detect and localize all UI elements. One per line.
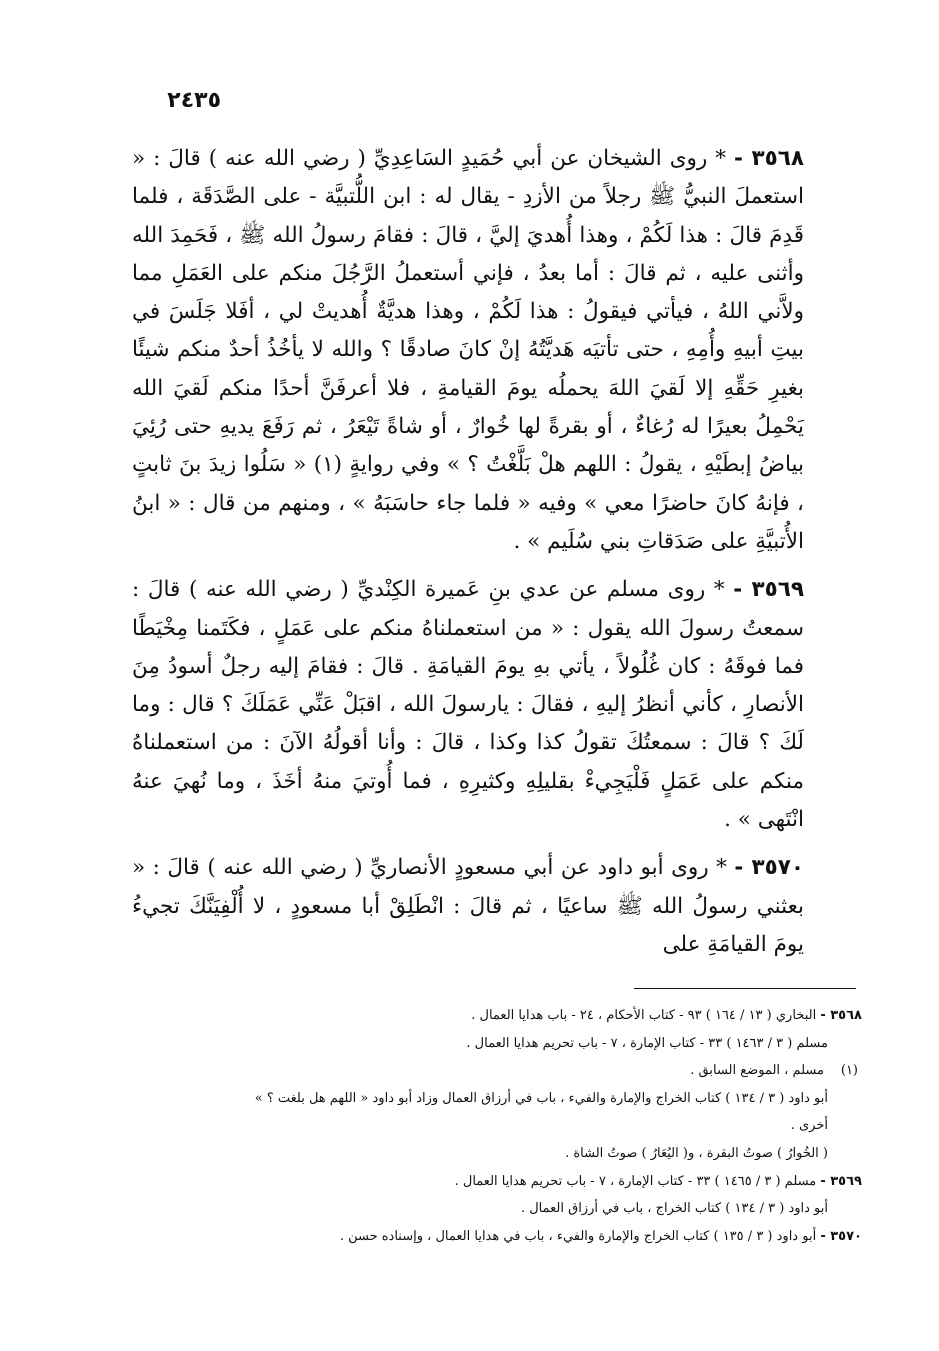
hadith-entry-3569 <box>132 571 804 839</box>
footnote-line <box>134 1085 862 1113</box>
hadith-number: ٣٥٦٨ - <box>733 146 804 171</box>
footnote-text: مسلم ( ٣ / ١٤٦٥ ) ٣٣ - كتاب الإمارة ، ٧ - باب تحريم هدايا العمال . <box>454 1173 817 1189</box>
footnote-marker: (١) <box>840 1063 858 1079</box>
footnote-number: ٣٥٧٠ - <box>820 1228 862 1244</box>
hadith-number: ٣٥٦٩ - <box>733 577 804 603</box>
hadith-body <box>132 140 804 974</box>
footnote-text: مسلم ( ٣ / ١٤٦٣ ) ٣٣ - كتاب الإمارة ، ٧ - باب تحريم هدايا العمال . <box>466 1035 828 1051</box>
hadith-entry-3568 <box>132 140 804 561</box>
footnote-text: أبو داود ( ٣ / ١٣٥ ) كتاب الخراج والإمارة والفيء ، باب في هدايا العمال ، وإسناده حسن . <box>339 1228 817 1244</box>
footnote-line <box>134 1112 862 1140</box>
footnote-number: ٣٥٦٩ - <box>820 1173 862 1189</box>
page-number: ٢٤٣٥ <box>167 88 221 113</box>
footnote-line <box>134 1195 862 1223</box>
footnotes <box>134 1002 862 1250</box>
footnote-text: أبو داود ( ٣ / ١٣٤ ) كتاب الخراج ، باب في أرزاق العمال . <box>520 1201 828 1217</box>
footnote-line <box>134 1030 862 1058</box>
footnote-text: البخاري ( ١٣ / ١٦٤ ) ٩٣ - كتاب الأحكام ، ٢٤ - باب هدايا العمال . <box>471 1008 817 1023</box>
hadith-text: * روى الشيخان عن أبي حُمَيدٍ السَاعِدِيِّ ( رضي الله عنه ) قالَ : « استعملَ النبيُّ ﷺ رجلاً من الأزدِ - يقال له : ابن اللُّتبيَّة - على الصَّدَقَة ، فلما قَدِمَ قالَ : هذا لَكُمْ ، وهذا أُهديَ إليَّ ، قالَ : فقامَ رسولُ الله ﷺ ، فَحَمِدَ الله وأثنى عليه ، ثم قالَ : أما بعدُ ، فإني أستعملُ الرَّجُلَ منكم على العَمَلِ مما ولاَّني اللهُ ، فيأتي فيقولُ : هذا لَكُمْ ، وهذا هديَّةٌ أُهديتْ لي ، أفَلا جَلَسَ في بيتِ أبيهِ وأُمِهِ ، حتى تأتيَه هَديَّتُهُ إنْ كانَ صادقًا ؟ والله لا يأخُذُ أحدٌ منكم شيئًا بغيرِ حَقِّهِ إلا لَقيَ اللهَ يحملُه يومَ القيامةِ ، فلا أعرفَنَّ أحدًا منكم لَقيَ الله يَحْمِلُ بعيرًا له رُغاءٌ ، أو بقرةً لها خُوارٌ ، أو شاةً تَيْعَرُ ، ثم رَفَعَ يديهِ حتى رُئِيَ بياضُ إبطَيْهِ ، يقولُ : اللهم هلْ بَلَّغْتُ ؟ » وفي روايةٍ (١) « سَلُوا زيدَ بنَ ثابتٍ ، فإنهُ كانَ حاضرًا معي » وفيه « فلما جاء حاسَبَهُ » ، ومنهم من قال : « ابنُ الأُتبيَّةِ على صَدَقاتِ بني سُلَيم » . <box>132 146 804 554</box>
footnote-number: ٣٥٦٨ - <box>820 1008 862 1023</box>
hadith-text: * روى مسلم عن عدي بنِ عَميرة الكِنْديِّ ( رضي الله عنه ) قالَ : سمعتُ رسولَ الله يقول : « من استعملناهُ منكم على عَمَلٍ ، فكَتَمنا مِخْيَطًا فما فوقَهُ : كان غُلُولاً ، يأتي بهِ يومَ القيامَةِ . قالَ : فقامَ إليه رجلٌ أسودُ مِنَ الأنصارِ ، كأني أنظرُ إليهِ ، فقالَ : يارسولَ الله ، اقبَلْ عَنِّي عَمَلَكَ ؟ قال : وما لَكَ ؟ قالَ : سمعتُكَ تقولُ كذا وكذا ، قالَ : وأنا أقولُهُ الآنَ : من استعملناهُ منكم على عَمَلٍ فَلْيَجِيءْ بقليلِهِ وكثيرِهِ ، فما أُوتيَ منهُ أخَذَ ، وما نُهيَ عنهُ انْتَهى » . <box>132 577 804 833</box>
hadith-entry-3570 <box>132 849 804 964</box>
hadith-text: * روى أبو داود عن أبي مسعودٍ الأنصاريِّ ( رضي الله عنه ) قالَ : « بعثني رسولُ الله ﷺ ساعيًا ، ثم قالَ : انْطَلِقْ أبا مسعودٍ ، لا أُلْفِيَنَّكَ تجيءُ يومَ القيامَةِ على <box>132 855 804 957</box>
footnote-text: أخرى . <box>790 1118 828 1134</box>
footnote-line <box>134 1057 862 1085</box>
footnote-line <box>134 1140 862 1168</box>
footnote-text: أبو داود ( ٣ / ١٣٤ ) كتاب الخراج والإمارة والفيء ، باب في أرزاق العمال وزاد أبو داود « اللهم هل بلغت ؟ » <box>254 1090 828 1106</box>
hadith-number: ٣٥٧٠ - <box>734 855 804 881</box>
footnote-text: ( الخُوارُ ) صوتُ البقرة ، و( اليُعَارُ ) صوتُ الشاة . <box>565 1145 828 1161</box>
footnote-divider <box>634 988 856 989</box>
footnote-line <box>134 1168 862 1196</box>
footnote-text: مسلم ، الموضع السابق . <box>690 1063 824 1079</box>
footnote-line <box>134 1002 862 1030</box>
footnote-line <box>134 1223 862 1251</box>
